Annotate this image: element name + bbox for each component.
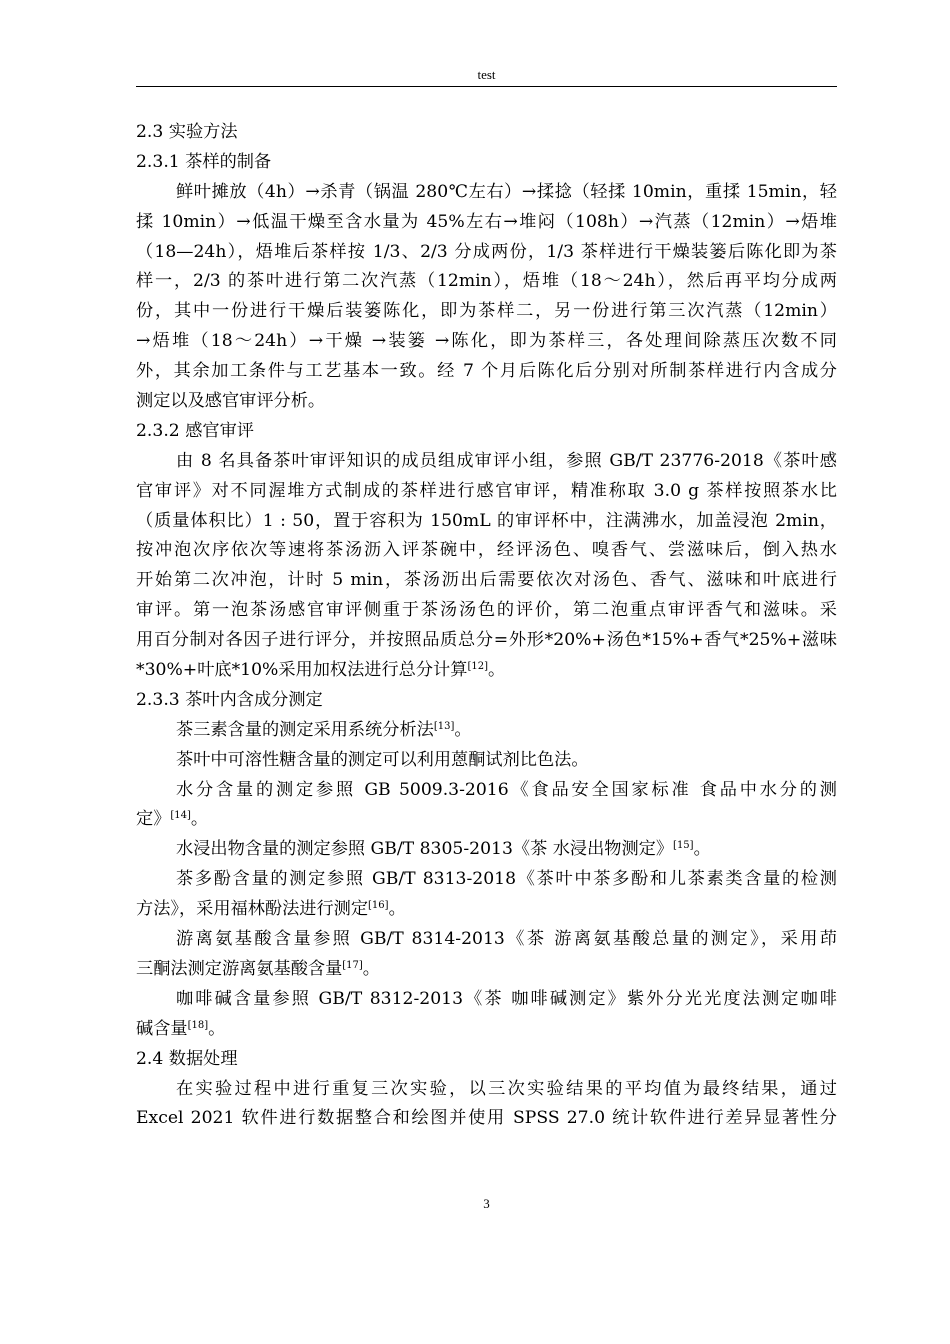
section-heading-2-4: 2.4 数据处理 <box>136 1048 238 1069</box>
paragraph-line: →焐堆（18～24h）→干燥 →装篓 →陈化，即为茶样三，各处理间除蒸压次数不同 <box>136 331 837 352</box>
paragraph-line: 样一，2/3 的茶叶进行第二次汽蒸（12min），焐堆（18～24h），然后再平均分成两 <box>136 271 837 292</box>
paragraph-line: Excel 2021 软件进行数据整合和绘图并使用 SPSS 27.0 统计软件进行差异显著性分 <box>136 1108 837 1129</box>
subsection-heading-2-3-2: 2.3.2 感官审评 <box>136 420 254 441</box>
paragraph-line: *30%+叶底*10%采用加权法进行总分计算[12]。 <box>136 660 506 681</box>
subsection-heading-2-3-3: 2.3.3 茶叶内含成分测定 <box>136 689 323 710</box>
paragraph-line: 在实验过程中进行重复三次实验，以三次实验结果的平均值为最终结果，通过 <box>176 1078 837 1099</box>
citation-ref: [18] <box>187 1019 209 1031</box>
running-header: test <box>477 67 496 82</box>
paragraph-line: 茶叶中可溶性糖含量的测定可以利用蒽酮试剂比色法。 <box>176 749 589 770</box>
paragraph-line: （质量体积比）1 : 50，置于容积为 150mL 的审评杯中，注满沸水，加盖浸泡 2min， <box>136 510 837 531</box>
paragraph-line: 揉 10min）→低温干燥至含水量为 45%左右→堆闷（108h）→汽蒸（12min）→焐堆 <box>136 211 837 232</box>
paragraph-line: 测定以及感官审评分析。 <box>136 391 326 412</box>
citation-ref: [17] <box>342 959 363 971</box>
paragraph-line: 鲜叶摊放（4h）→杀青（锅温 280℃左右）→揉捻（轻揉 10min，重揉 15min，轻 <box>176 181 837 202</box>
paragraph-line: 咖啡碱含量参照 GB/T 8312-2013《茶 咖啡碱测定》紫外分光光度法测定咖啡 <box>176 988 837 1009</box>
header-rule <box>136 86 837 87</box>
paragraph-line: 茶三素含量的测定采用系统分析法[13]。 <box>176 719 472 740</box>
citation-ref: [13] <box>433 720 455 732</box>
citation-ref: [15] <box>673 840 694 852</box>
citation-ref: [12] <box>467 661 488 673</box>
paragraph-line: 由 8 名具备茶叶审评知识的成员组成审评小组，参照 GB/T 23776-2018《茶叶感 <box>176 450 837 471</box>
paragraph-line: 用百分制对各因子进行评分，并按照品质总分=外形*20%+汤色*15%+香气*25%+滋味 <box>136 630 837 651</box>
paragraph-line: 按冲泡次序依次等速将茶汤沥入评茶碗中，经评汤色、嗅香气、尝滋味后，倒入热水 <box>136 540 837 561</box>
paragraph-line: 开始第二次冲泡，计时 5 min，茶汤沥出后需要依次对汤色、香气、滋味和叶底进行 <box>136 570 837 591</box>
citation-ref: [14] <box>170 810 191 822</box>
paragraph-line: 水分含量的测定参照 GB 5009.3-2016《食品安全国家标准 食品中水分的测 <box>176 779 837 800</box>
paragraph-line: 三酮法测定游离氨基酸含量[17]。 <box>136 958 380 979</box>
section-heading-2-3: 2.3 实验方法 <box>136 122 238 142</box>
paragraph-line: 审评。第一泡茶汤感官审评侧重于茶汤汤色的评价，第二泡重点审评香气和滋味。采 <box>136 600 837 621</box>
page-number: 3 <box>483 1196 490 1211</box>
paragraph-line: 份，其中一份进行干燥后装篓陈化，即为茶样二，另一份进行第三次汽蒸（12min） <box>136 301 837 322</box>
document-body <box>136 118 837 1134</box>
paragraph-line: 官审评》对不同渥堆方式制成的茶样进行感官审评，精准称取 3.0 g 茶样按照茶水比 <box>136 480 837 501</box>
paragraph-line: 水浸出物含量的测定参照 GB/T 8305-2013《茶 水浸出物测定》[15]。 <box>176 839 711 860</box>
subsection-heading-2-3-1: 2.3.1 茶样的制备 <box>136 151 272 172</box>
citation-ref: [16] <box>368 900 389 912</box>
paragraph-line: 定》[14]。 <box>136 809 209 830</box>
paragraph-line: 碱含量[18]。 <box>136 1018 226 1039</box>
paragraph-line: 外，其余加工条件与工艺基本一致。经 7 个月后陈化后分别对所制茶样进行内含成分 <box>136 361 837 382</box>
paragraph-line: （18—24h），焐堆后茶样按 1/3、2/3 分成两份，1/3 茶样进行干燥装篓后陈化即为茶 <box>136 241 837 262</box>
paragraph-line: 游离氨基酸含量参照 GB/T 8314-2013《茶 游离氨基酸总量的测定》，采用茚 <box>176 929 837 950</box>
paragraph-line: 方法》，采用福林酚法进行测定[16]。 <box>136 899 406 920</box>
paragraph-line: 茶多酚含量的测定参照 GB/T 8313-2018《茶叶中茶多酚和儿茶素类含量的检测 <box>176 869 837 890</box>
